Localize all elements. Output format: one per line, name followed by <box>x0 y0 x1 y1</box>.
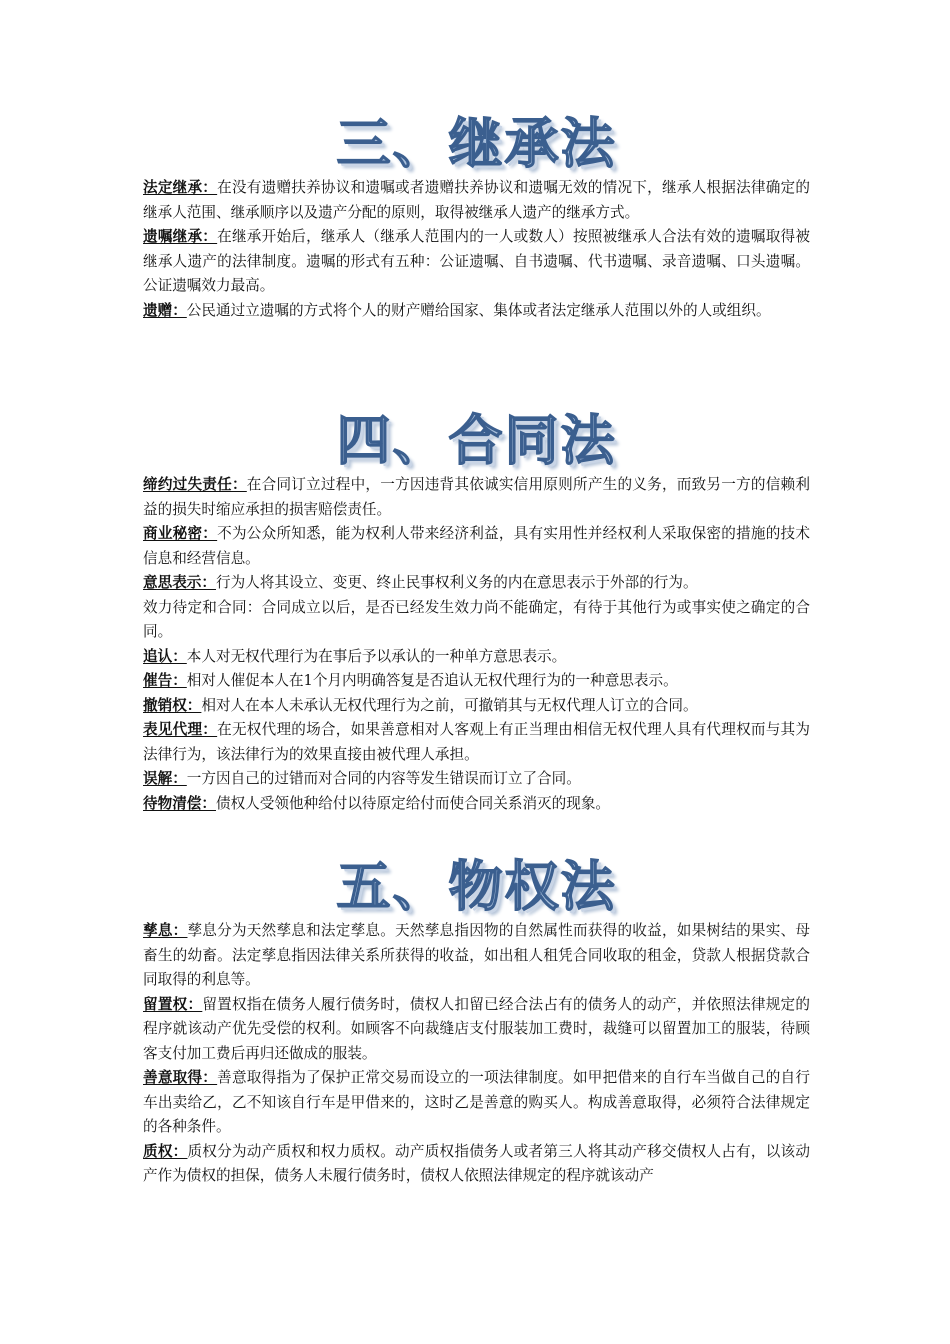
entry-text: 一方因自己的过错而对合同的内容等发生错误而订立了合同。 <box>186 770 581 787</box>
entry-good-faith-acquisition <box>143 1066 810 1140</box>
entry-term: 质权： <box>143 1142 188 1160</box>
entry-demand-notice <box>143 669 810 694</box>
entry-text: 债权人受领他种给付以待原定给付而使合同关系消灭的现象。 <box>215 794 611 812</box>
entry-term: 留置权： <box>143 995 203 1013</box>
entry-lien <box>143 993 810 1067</box>
entry-pending-validity-contract <box>143 596 810 645</box>
entry-text: 相对人在本人未承认无权代理行为之前，可撤销其与无权代理人订立的合同。 <box>201 696 698 714</box>
entry-text: 善意取得指为了保护正常交易而设立的一项法律制度。如甲把借来的自行车当做自己的自行车出卖给乙，乙不知该自行车是甲借来的，这时乙是善意的购买人。构成善意取得，必须符合法律规定的各种条件。 <box>143 1069 810 1135</box>
entry-text: 留置权指在债务人履行债务时，债权人扣留已经合法占有的债务人的动产，并依照法律规定的程序就该动产优先受偿的权利。如顾客不向裁缝店支付服装加工费时，裁缝可以留置加工的服装，待顾客支付加工费后再归还做成的服装。 <box>143 995 810 1062</box>
entry-term: 撤销权： <box>143 696 202 714</box>
section-inheritance-law <box>143 110 810 323</box>
entry-bequest <box>143 299 810 324</box>
section-contract-law <box>143 407 810 816</box>
entry-term: 意思表示： <box>143 574 216 591</box>
entry-ratification <box>143 645 810 670</box>
entry-text: 相对人催促本人在1个月内明确答复是否追认无权代理行为的一种意思表示。 <box>186 672 678 689</box>
entry-fruits <box>143 919 810 993</box>
entry-term: 表见代理： <box>143 721 218 738</box>
entry-term: 商业秘密： <box>143 525 218 542</box>
entry-text: 在无权代理的场合，如果善意相对人客观上有正当理由相信无权代理人具有代理权而与其为法律行为，该法律行为的效果直接由被代理人承担。 <box>143 721 810 763</box>
entry-text: 公民通过立遗嘱的方式将个人的财产赠给国家、集体或者法定继承人范围以外的人或组织。 <box>186 301 771 319</box>
entry-term: 法定继承： <box>143 179 218 196</box>
entry-term: 缔约过失责任： <box>143 476 247 493</box>
entry-term: 追认： <box>143 647 187 665</box>
entry-text: 质权分为动产质权和权力质权。动产质权指债务人或者第三人将其动产移交债权人占有，以该动产作为债权的担保，债务人未履行债务时，债权人依照法律规定的程序就该动产 <box>143 1142 810 1184</box>
entry-right-of-revocation <box>143 694 810 719</box>
entry-term: 待物清偿： <box>143 794 216 812</box>
entry-datio-in-solutum <box>143 792 810 817</box>
entry-term: 善意取得： <box>143 1069 218 1086</box>
entry-pledge <box>143 1140 810 1189</box>
entry-statutory-inheritance <box>143 176 810 225</box>
entry-testamentary-inheritance <box>143 225 810 299</box>
entry-mistake <box>143 767 810 792</box>
section-heading: 五、物权法 <box>336 854 617 918</box>
entry-text: 效力待定和合同：合同成立以后，是否已经发生效力尚不能确定，有待于其他行为或事实使之确定的合同。 <box>143 598 810 640</box>
section-heading: 四、合同法 <box>336 408 617 472</box>
section-heading: 三、继承法 <box>336 111 617 175</box>
entry-text: 不为公众所知悉，能为权利人带来经济利益，具有实用性并经权利人采取保密的措施的技术信息和经营信息。 <box>143 525 810 567</box>
entry-trade-secret <box>143 522 810 571</box>
entry-text: 在没有遗赠扶养协议和遗嘱或者遗赠扶养协议和遗嘱无效的情况下，继承人根据法律确定的继承人范围、继承顺序以及遗产分配的原则，取得被继承人遗产的继承方式。 <box>143 179 810 221</box>
entry-apparent-agency <box>143 718 810 767</box>
entry-term: 孳息： <box>143 922 188 939</box>
entry-text: 孳息分为天然孳息和法定孳息。天然孳息指因物的自然属性而获得的收益，如果树结的果实、母畜生的幼畜。法定孳息指因法律关系所获得的收益，如出租人租凭合同收取的租金，贷款人根据贷款合同取得的利息等。 <box>143 922 810 988</box>
section-property-law <box>143 853 810 1189</box>
entry-term: 遗嘱继承： <box>143 228 218 245</box>
entry-text: 在合同订立过程中，一方因违背其依诚实信用原则所产生的义务，而致另一方的信赖利益的损失时缩应承担的损害赔偿责任。 <box>143 476 810 518</box>
entry-term: 遗赠： <box>143 301 187 319</box>
entry-text: 本人对无权代理行为在事后予以承认的一种单方意思表示。 <box>186 647 567 665</box>
entry-text: 行为人将其设立、变更、终止民事权利义务的内在意思表示于外部的行为。 <box>215 574 698 591</box>
entry-culpa-in-contrahendo <box>143 473 810 522</box>
entry-text: 在继承开始后，继承人（继承人范围内的一人或数人）按照被继承人合法有效的遗嘱取得被继承人遗产的法律制度。遗嘱的形式有五种：公证遗嘱、自书遗嘱、代书遗嘱、录音遗嘱、口头遗嘱。公证遗嘱效力最高。 <box>143 228 810 294</box>
entry-term: 误解： <box>143 770 187 787</box>
entry-term: 催告： <box>143 672 187 689</box>
entry-declaration-of-intent <box>143 571 810 596</box>
